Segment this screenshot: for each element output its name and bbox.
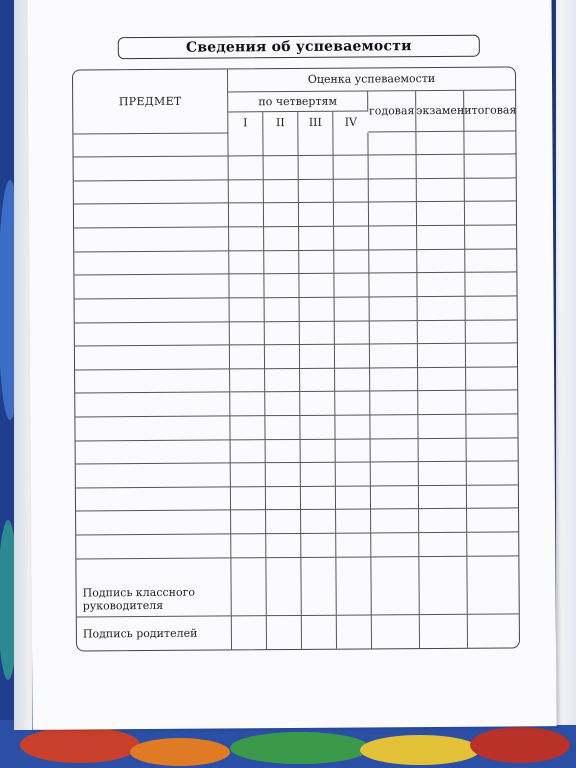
grade-cell[interactable] bbox=[229, 204, 264, 228]
grade-cell[interactable] bbox=[264, 274, 299, 298]
table-row bbox=[74, 249, 516, 276]
grade-cell[interactable] bbox=[301, 486, 336, 510]
signature-cell[interactable] bbox=[302, 616, 337, 649]
grade-cell[interactable] bbox=[335, 415, 370, 439]
grade-cell[interactable] bbox=[229, 227, 264, 251]
signature-cell[interactable] bbox=[337, 616, 372, 649]
grade-cell[interactable] bbox=[418, 391, 466, 415]
signature-cell[interactable] bbox=[337, 581, 372, 616]
grade-cell[interactable] bbox=[369, 179, 417, 203]
grade-cell[interactable] bbox=[299, 227, 334, 251]
grade-cell[interactable] bbox=[300, 392, 335, 416]
subject-cell[interactable] bbox=[75, 416, 230, 441]
grade-cell[interactable] bbox=[229, 274, 264, 298]
grade-cell[interactable] bbox=[334, 227, 369, 251]
grade-cell[interactable] bbox=[465, 178, 516, 202]
grade-cell[interactable] bbox=[466, 296, 517, 320]
grade-cell[interactable] bbox=[334, 250, 369, 274]
signature-cell[interactable] bbox=[420, 580, 468, 615]
grade-cell[interactable] bbox=[298, 132, 333, 156]
grade-cell[interactable] bbox=[230, 298, 265, 322]
grade-cell[interactable] bbox=[299, 250, 334, 274]
grade-cell[interactable] bbox=[467, 438, 518, 462]
table-row bbox=[74, 202, 516, 229]
table-row bbox=[74, 178, 516, 205]
grade-cell[interactable] bbox=[264, 251, 299, 275]
table-row bbox=[76, 462, 518, 489]
table-row bbox=[75, 344, 517, 371]
grade-cell[interactable] bbox=[334, 156, 369, 180]
grade-cell[interactable] bbox=[336, 463, 371, 487]
grade-cell[interactable] bbox=[369, 226, 417, 250]
quarter-1-header: I bbox=[228, 112, 263, 133]
grade-cell[interactable] bbox=[334, 179, 369, 203]
grade-cell[interactable] bbox=[418, 415, 466, 439]
grade-cell[interactable] bbox=[419, 486, 467, 510]
grade-cell[interactable] bbox=[336, 510, 371, 534]
subject-cell[interactable] bbox=[74, 228, 229, 253]
grade-cell[interactable] bbox=[371, 439, 419, 463]
grade-cell[interactable] bbox=[466, 367, 517, 391]
quarters-header: по четвертям bbox=[228, 91, 368, 112]
signature-cell[interactable] bbox=[468, 580, 519, 615]
signature-cell[interactable] bbox=[372, 580, 420, 615]
subject-cell[interactable] bbox=[76, 487, 231, 512]
grade-cell[interactable] bbox=[416, 131, 464, 155]
grade-cell[interactable] bbox=[417, 249, 465, 273]
grade-cell[interactable] bbox=[370, 321, 418, 345]
quarter-2-header: II bbox=[263, 112, 298, 133]
grade-cell[interactable] bbox=[230, 393, 265, 417]
grade-cell[interactable] bbox=[230, 345, 265, 369]
grade-cell[interactable] bbox=[299, 274, 334, 298]
grade-cell[interactable] bbox=[419, 438, 467, 462]
signature-cell[interactable] bbox=[232, 581, 267, 616]
grade-cell[interactable] bbox=[230, 322, 265, 346]
grade-cell[interactable] bbox=[300, 345, 335, 369]
page-title: Сведения об успеваемости bbox=[118, 35, 480, 60]
grade-cell[interactable] bbox=[370, 368, 418, 392]
grade-cell[interactable] bbox=[467, 532, 518, 556]
signature-cell[interactable] bbox=[302, 581, 337, 616]
table-row bbox=[75, 414, 517, 441]
grade-cell[interactable] bbox=[230, 416, 265, 440]
signature-cell[interactable] bbox=[267, 581, 302, 616]
grade-cell[interactable] bbox=[300, 321, 335, 345]
grade-cell[interactable] bbox=[466, 344, 517, 368]
grade-cell[interactable] bbox=[417, 273, 465, 297]
subject-cell[interactable] bbox=[76, 558, 231, 583]
grade-cell[interactable] bbox=[265, 392, 300, 416]
grade-cell[interactable] bbox=[299, 180, 334, 204]
grade-cell[interactable] bbox=[467, 509, 518, 533]
subject-cell[interactable] bbox=[76, 534, 231, 559]
table-row bbox=[74, 273, 516, 300]
grade-cell[interactable] bbox=[467, 556, 518, 580]
table-row bbox=[75, 367, 517, 394]
subject-cell[interactable] bbox=[74, 204, 229, 229]
grade-cell[interactable] bbox=[231, 534, 266, 558]
grade-cell[interactable] bbox=[299, 156, 334, 180]
grade-cell[interactable] bbox=[466, 414, 517, 438]
facing-page-edge bbox=[556, 0, 576, 725]
grade-cell[interactable] bbox=[369, 273, 417, 297]
grade-cell[interactable] bbox=[300, 416, 335, 440]
grade-cell[interactable] bbox=[231, 558, 266, 582]
grade-cell[interactable] bbox=[229, 156, 264, 180]
grade-cell[interactable] bbox=[369, 155, 417, 179]
grade-cell[interactable] bbox=[465, 226, 516, 250]
exam-header: экзамен bbox=[416, 90, 464, 131]
grade-cell[interactable] bbox=[229, 180, 264, 204]
grade-cell[interactable] bbox=[371, 510, 419, 534]
grade-cell[interactable] bbox=[265, 298, 300, 322]
grade-cell[interactable] bbox=[465, 155, 516, 179]
grade-cell[interactable] bbox=[231, 463, 266, 487]
grade-cell[interactable] bbox=[266, 558, 301, 582]
grade-cell[interactable] bbox=[301, 463, 336, 487]
subject-cell[interactable] bbox=[75, 369, 230, 394]
grade-cell[interactable] bbox=[417, 155, 465, 179]
grades-table bbox=[72, 66, 520, 651]
table-row bbox=[75, 296, 517, 323]
grade-cell[interactable] bbox=[336, 557, 371, 581]
grade-cell[interactable] bbox=[370, 415, 418, 439]
grade-cell[interactable] bbox=[301, 510, 336, 534]
grade-cell[interactable] bbox=[301, 557, 336, 581]
grade-cell[interactable] bbox=[300, 298, 335, 322]
signature-cell[interactable] bbox=[372, 615, 420, 648]
grade-cell[interactable] bbox=[336, 533, 371, 557]
grade-cell[interactable] bbox=[264, 180, 299, 204]
grade-cell[interactable] bbox=[418, 344, 466, 368]
grade-cell[interactable] bbox=[266, 440, 301, 464]
grade-cell[interactable] bbox=[467, 485, 518, 509]
grade-cell[interactable] bbox=[266, 487, 301, 511]
grade-cell[interactable] bbox=[335, 345, 370, 369]
grade-cell[interactable] bbox=[419, 556, 467, 580]
grade-cell[interactable] bbox=[369, 203, 417, 227]
grade-cell[interactable] bbox=[418, 320, 466, 344]
subject-cell[interactable] bbox=[75, 322, 230, 347]
grade-cell[interactable] bbox=[418, 368, 466, 392]
grade-cell[interactable] bbox=[419, 533, 467, 557]
grade-cell[interactable] bbox=[371, 533, 419, 557]
annual-header: годовая bbox=[368, 91, 416, 132]
grade-cell[interactable] bbox=[231, 487, 266, 511]
subject-cell[interactable] bbox=[74, 251, 229, 276]
grade-cell[interactable] bbox=[368, 132, 416, 156]
grade-cell[interactable] bbox=[266, 534, 301, 558]
grade-cell[interactable] bbox=[336, 439, 371, 463]
subject-cell[interactable] bbox=[76, 464, 231, 489]
grade-cell[interactable] bbox=[265, 321, 300, 345]
grade-cell[interactable] bbox=[417, 202, 465, 226]
subject-cell[interactable] bbox=[75, 346, 230, 371]
subject-cell[interactable] bbox=[75, 393, 230, 418]
grade-cell[interactable] bbox=[265, 369, 300, 393]
grade-cell[interactable] bbox=[231, 440, 266, 464]
grade-cell[interactable] bbox=[419, 462, 467, 486]
table-row bbox=[73, 131, 515, 158]
grade-cell[interactable] bbox=[264, 227, 299, 251]
table-row bbox=[75, 320, 517, 347]
grade-cell[interactable] bbox=[266, 463, 301, 487]
grade-cell[interactable] bbox=[465, 202, 516, 226]
grade-cell[interactable] bbox=[417, 179, 465, 203]
table-row bbox=[74, 155, 516, 182]
grade-cell[interactable] bbox=[263, 133, 298, 157]
signature-cell[interactable] bbox=[267, 616, 302, 649]
grade-cell[interactable] bbox=[371, 486, 419, 510]
grade-cell[interactable] bbox=[301, 534, 336, 558]
table-row bbox=[74, 226, 516, 253]
grade-cell[interactable] bbox=[266, 510, 301, 534]
grade-cell[interactable] bbox=[333, 132, 368, 156]
grade-cell[interactable] bbox=[370, 297, 418, 321]
subject-header: ПРЕДМЕТ bbox=[73, 69, 228, 134]
grade-cell[interactable] bbox=[335, 368, 370, 392]
grade-cell[interactable] bbox=[264, 156, 299, 180]
final-header: итоговая bbox=[464, 90, 515, 131]
grade-header: Оценка успеваемости bbox=[228, 67, 515, 92]
grade-cell[interactable] bbox=[265, 416, 300, 440]
grade-cell[interactable] bbox=[300, 368, 335, 392]
grade-cell[interactable] bbox=[371, 462, 419, 486]
teacher-signature-label: Подпись классного руководителя bbox=[77, 582, 232, 618]
subject-cell[interactable] bbox=[74, 180, 229, 205]
table-row bbox=[76, 532, 518, 559]
subject-cell[interactable] bbox=[73, 133, 228, 158]
notebook-page bbox=[27, 0, 556, 730]
signature-cell[interactable] bbox=[468, 615, 519, 648]
grade-cell[interactable] bbox=[465, 273, 516, 297]
grade-cell[interactable] bbox=[335, 321, 370, 345]
grade-cell[interactable] bbox=[334, 274, 369, 298]
grade-cell[interactable] bbox=[467, 462, 518, 486]
table-row bbox=[76, 556, 518, 583]
subject-cell[interactable] bbox=[76, 511, 231, 536]
subject-cell[interactable] bbox=[74, 275, 229, 300]
grade-cell[interactable] bbox=[465, 249, 516, 273]
grade-cell[interactable] bbox=[335, 392, 370, 416]
grade-cell[interactable] bbox=[336, 486, 371, 510]
grade-cell[interactable] bbox=[334, 203, 369, 227]
grade-cell[interactable] bbox=[229, 251, 264, 275]
grade-cell[interactable] bbox=[228, 133, 263, 157]
grade-cell[interactable] bbox=[335, 297, 370, 321]
grade-cell[interactable] bbox=[419, 509, 467, 533]
subject-cell[interactable] bbox=[74, 157, 229, 182]
grade-cell[interactable] bbox=[231, 511, 266, 535]
table-row bbox=[75, 391, 517, 418]
table-row bbox=[76, 509, 518, 536]
grade-cell[interactable] bbox=[418, 297, 466, 321]
grade-cell[interactable] bbox=[466, 391, 517, 415]
signature-cell[interactable] bbox=[420, 615, 468, 648]
grade-cell[interactable] bbox=[299, 203, 334, 227]
grade-cell[interactable] bbox=[369, 250, 417, 274]
grade-cell[interactable] bbox=[301, 439, 336, 463]
grade-cell[interactable] bbox=[264, 203, 299, 227]
subject-cell[interactable] bbox=[75, 298, 230, 323]
grade-cell[interactable] bbox=[417, 226, 465, 250]
table-row bbox=[76, 485, 518, 512]
grade-cell[interactable] bbox=[230, 369, 265, 393]
quarter-4-header: IV bbox=[344, 115, 358, 129]
parents-signature-label: Подпись родителей bbox=[77, 617, 232, 651]
table-row bbox=[76, 438, 518, 465]
grade-cell[interactable] bbox=[464, 131, 515, 155]
grade-cell[interactable] bbox=[466, 320, 517, 344]
grade-cell[interactable] bbox=[371, 557, 419, 581]
signature-cell[interactable] bbox=[232, 616, 267, 649]
subject-cell[interactable] bbox=[76, 440, 231, 465]
quarter-3-header: III bbox=[298, 112, 333, 133]
grade-cell[interactable] bbox=[370, 344, 418, 368]
grade-cell[interactable] bbox=[370, 391, 418, 415]
grade-cell[interactable] bbox=[265, 345, 300, 369]
